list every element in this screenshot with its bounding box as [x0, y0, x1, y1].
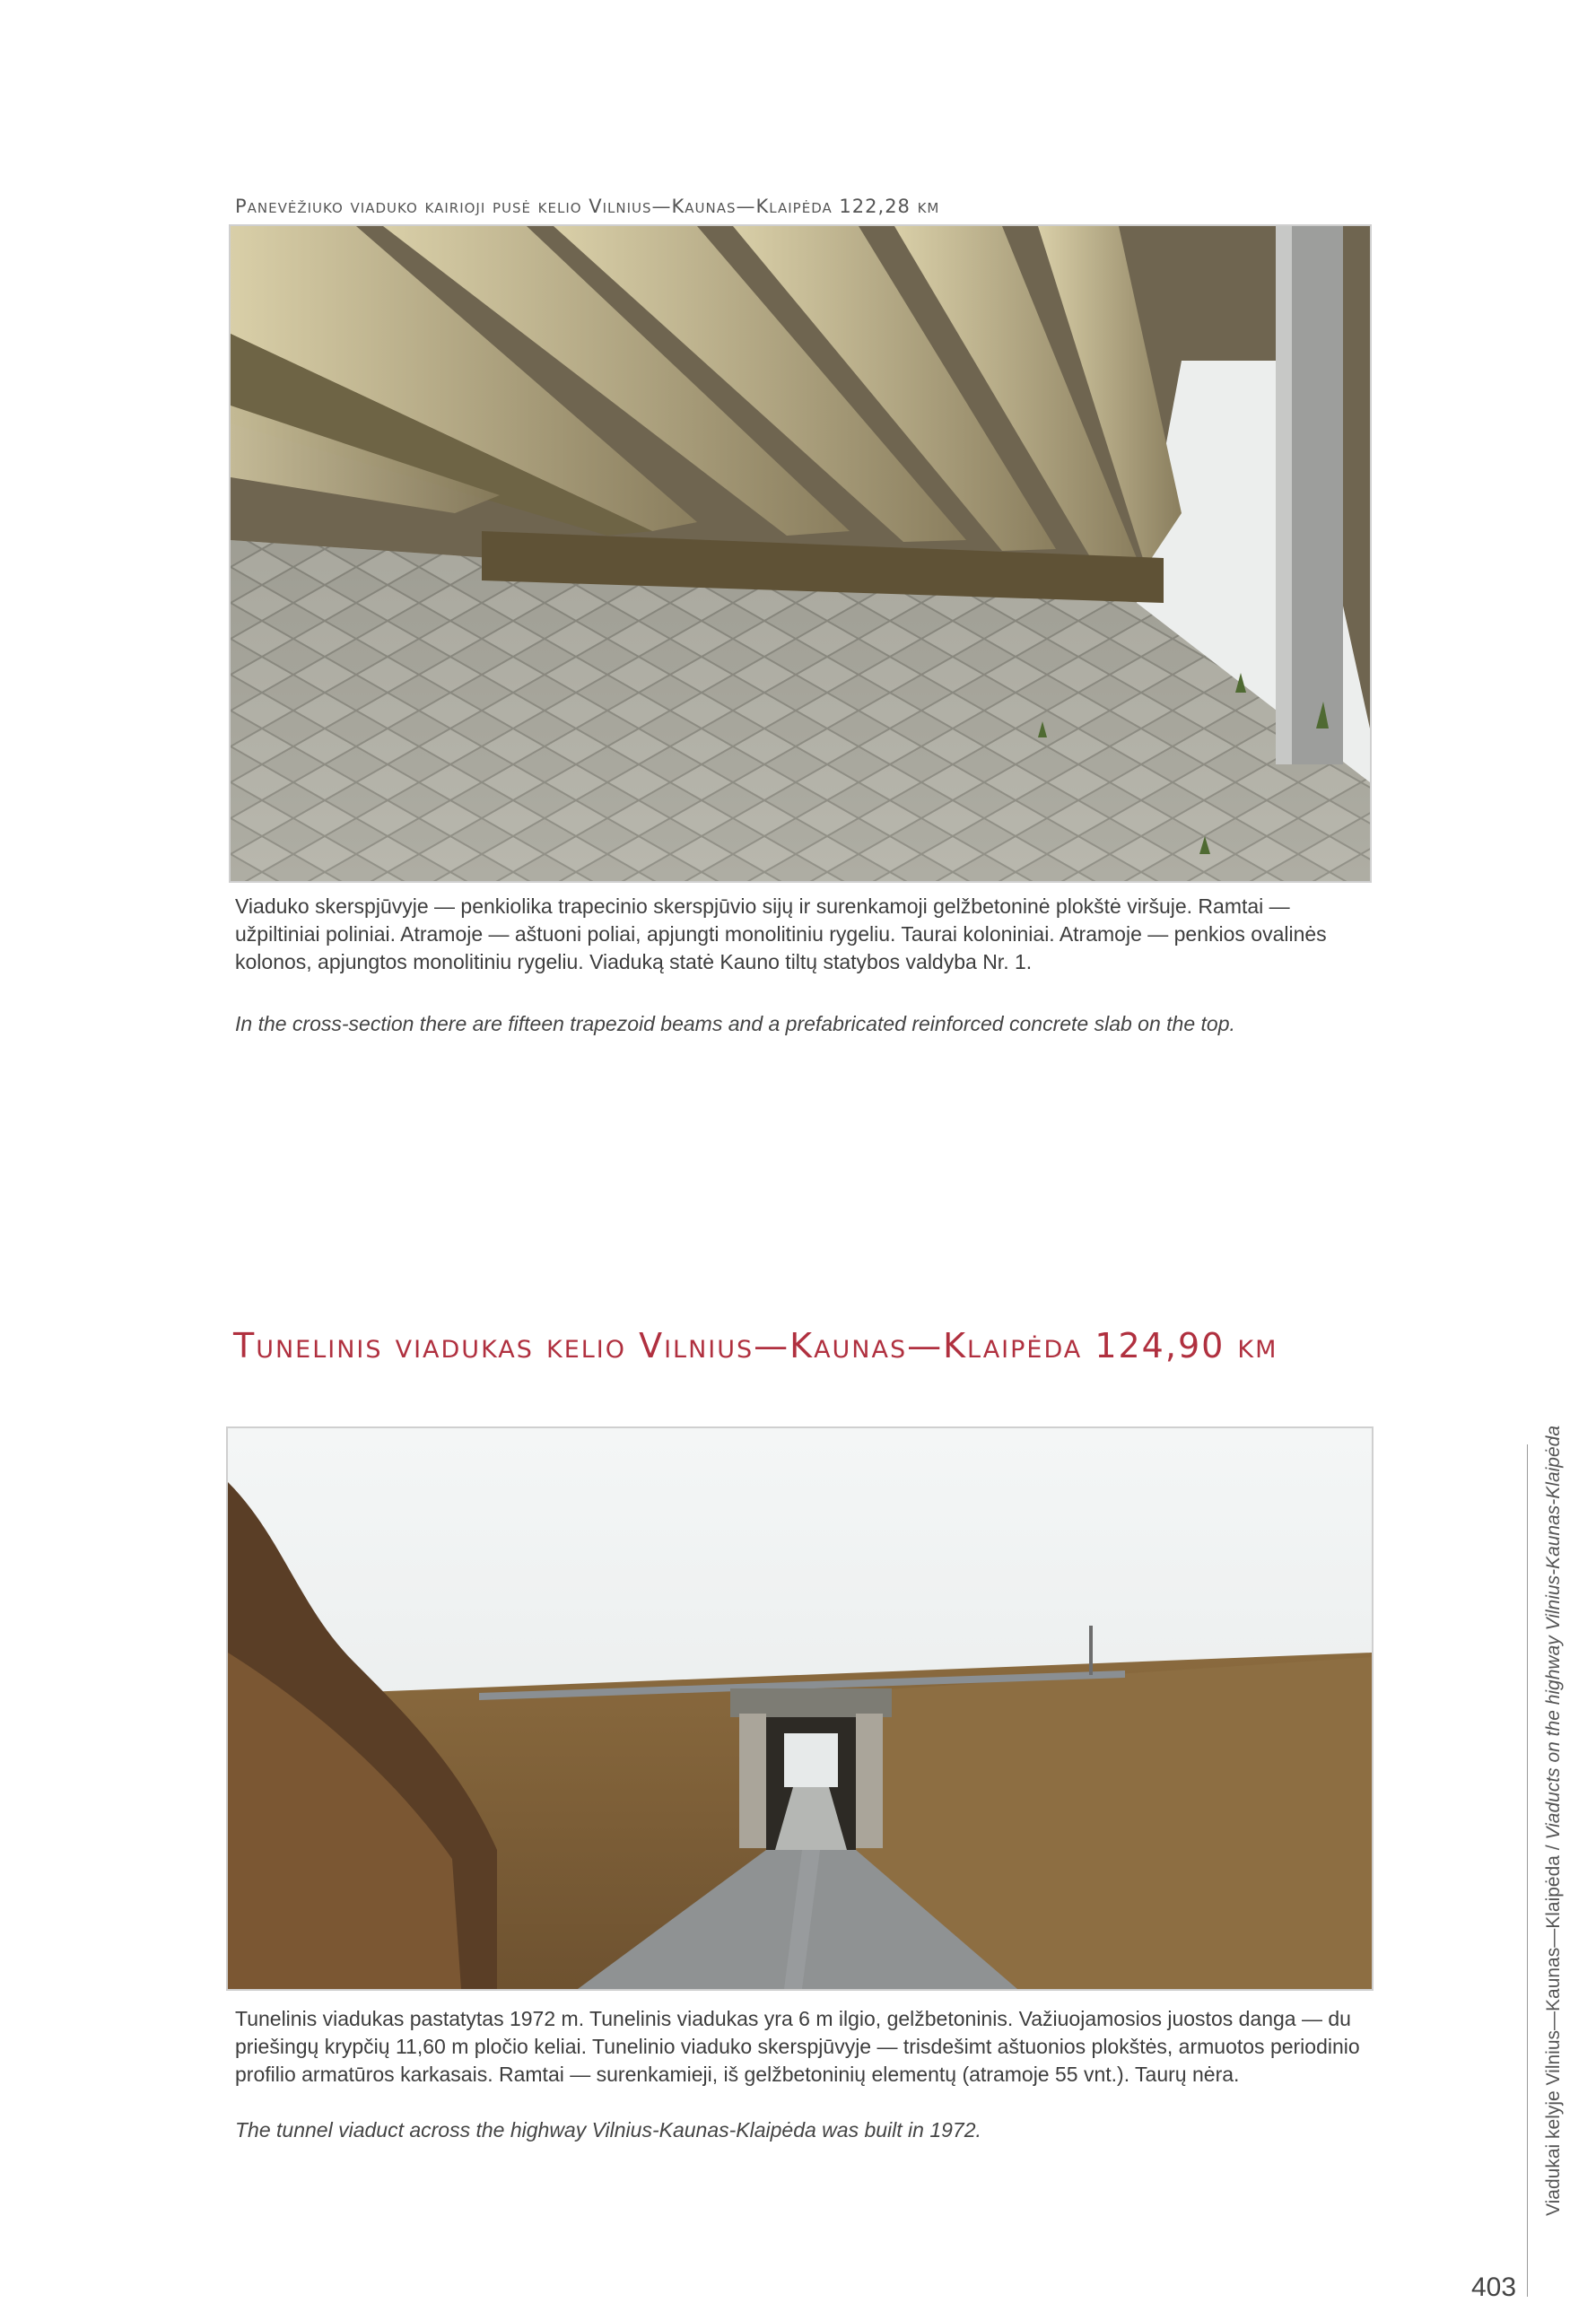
viaduct-underside-photo: [229, 224, 1372, 883]
photo1-caption: Panevėžiuko viaduko kairioji pusė kelio Vilnius—Kaunas—Klaipėda 122,28 km: [235, 196, 940, 217]
running-header-en: Viaducts on the highway Vilnius-Kaunas-Klaipėda: [1543, 1425, 1564, 1840]
photo1-description-lt: Viaduko skerspjūvyje — penkiolika trapecinio skerspjūvio sijų ir surenkamoji gelžbetoninė plokštė viršuje. Ramtai — užpiltiniai poliniai. Atramoje — aštuoni poliai, apjungti monolitiniu rygeliu. Taurai koloniniai. Atramoje — penkios ovalinės kolonos, apjungtos monolitiniu rygeliu. Viaduką statė Kauno tiltų statybos valdyba Nr. 1.: [235, 894, 1327, 973]
viaduct-underside-illustration: [231, 226, 1370, 881]
running-header-vertical: [1543, 1426, 1565, 2216]
photo2-description-en: The tunnel viaduct across the highway Vilnius-Kaunas-Klaipėda was built in 1972.: [235, 2118, 981, 2142]
page-number: 403: [1471, 2272, 1517, 2302]
tunnel-viaduct-photo: [226, 1426, 1374, 1991]
section-heading: Tunelinis viadukas kelio Vilnius—Kaunas—Klaipėda 124,90 km: [233, 1326, 1278, 1365]
tunnel-viaduct-illustration: [228, 1428, 1372, 1989]
photo1-description-en: In the cross-section there are fifteen trapezoid beams and a prefabricated reinforced concrete slab on the top.: [235, 1012, 1235, 1035]
photo2-description-lt: Tunelinis viadukas pastatytas 1972 m. Tunelinis viadukas yra 6 m ilgio, gelžbetoninis. Važiuojamosios juostos danga — du priešingų krypčių 11,60 m pločio keliai. Tunelinio viaduko skerspjūvyje — trisdešimt aštuonios plokštės, armuotos periodinio profilio armatūros karkasais. Ramtai — surenkamieji, iš gelžbetoninių elementų (atramoje 55 vnt.). Taurų nėra.: [235, 2007, 1360, 2086]
running-header-lt: Viadukai kelyje Vilnius—Kaunas—Klaipėda /: [1543, 1839, 1564, 2216]
side-divider: [1527, 1444, 1528, 2297]
